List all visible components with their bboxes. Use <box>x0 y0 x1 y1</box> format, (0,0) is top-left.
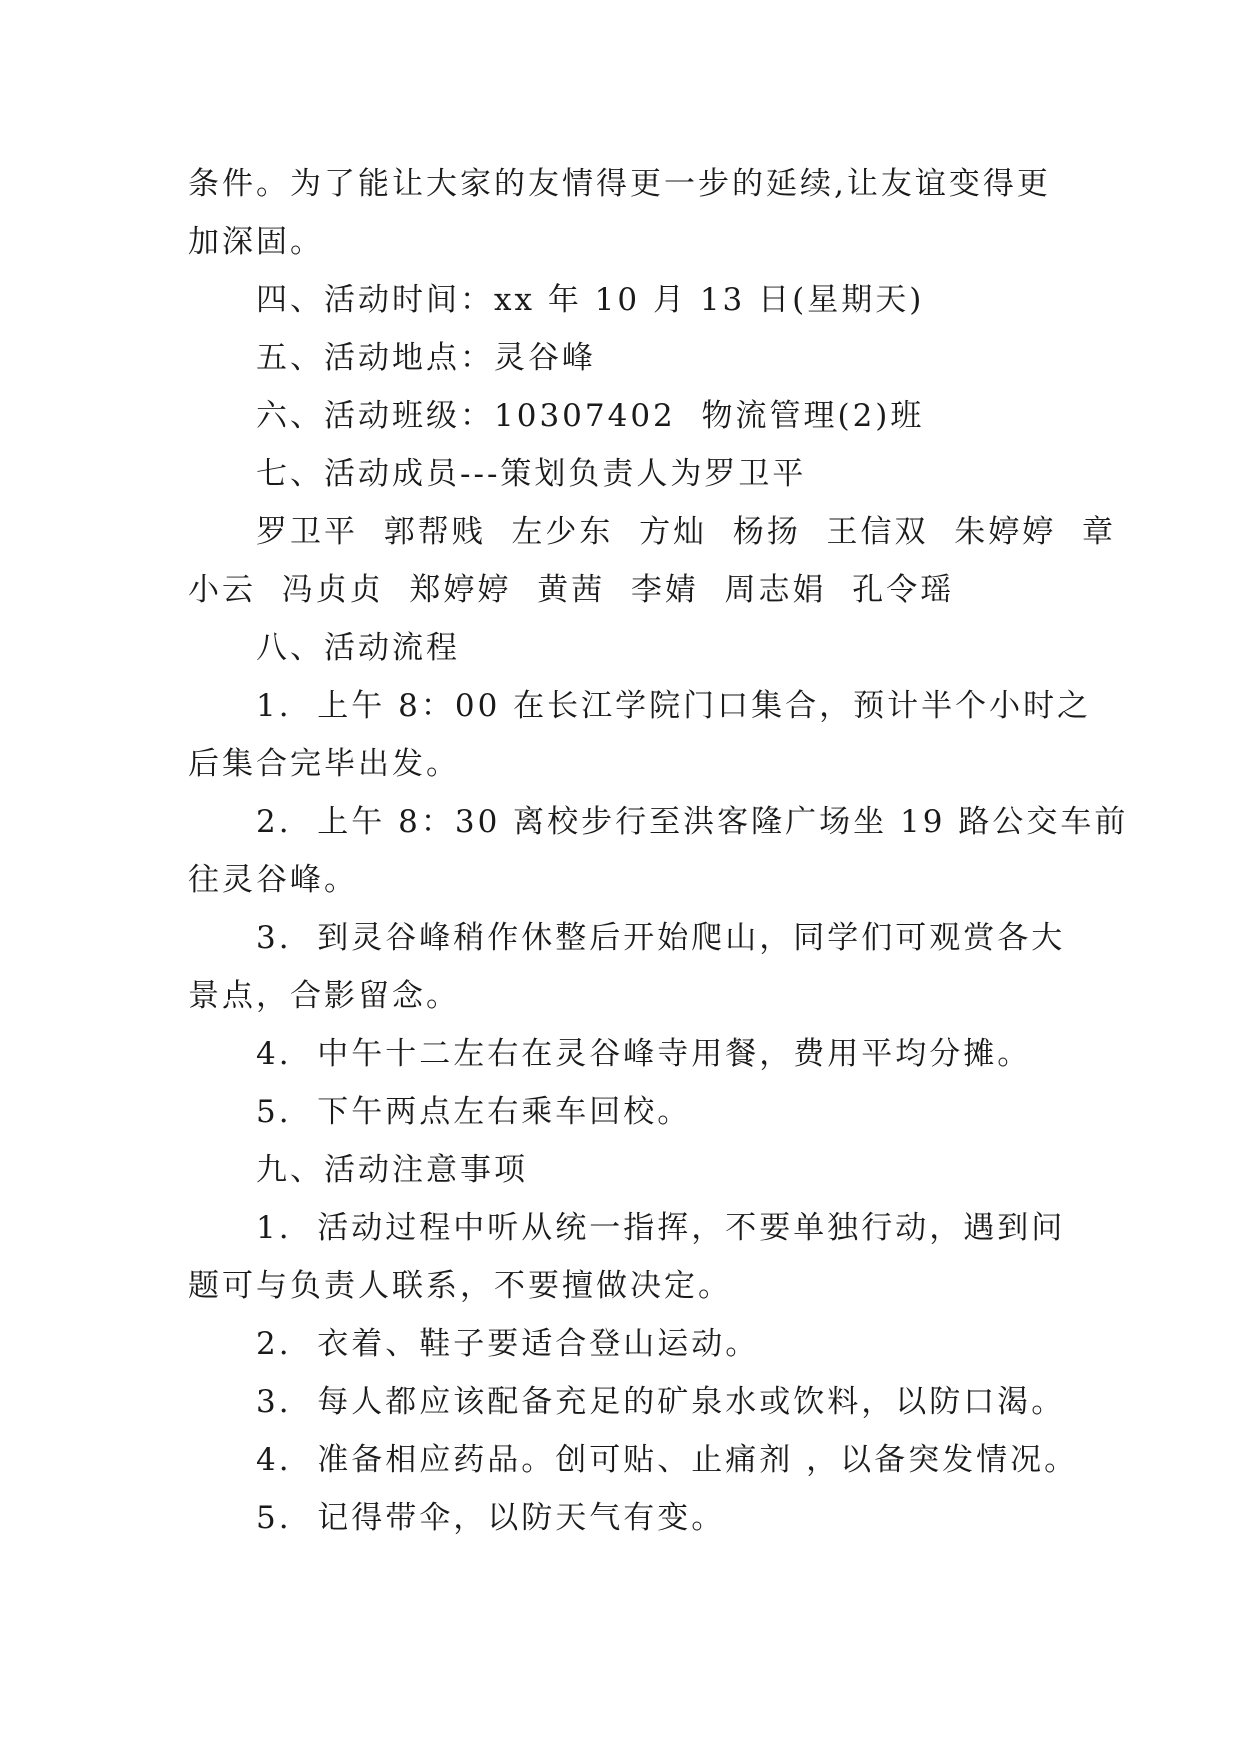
list-item: 2. 上午 8：30 离校步行至洪客隆广场坐 19 路公交车前 <box>256 804 1129 840</box>
text-line: 小云 冯贞贞 郑婷婷 黄茜 李婧 周志娟 孔令瑶 <box>188 572 955 608</box>
heading-activity-location: 五、活动地点：灵谷峰 <box>256 340 596 376</box>
list-item: 1. 活动过程中听从统一指挥，不要单独行动，遇到问 <box>256 1210 1066 1246</box>
text-line: 景点，合影留念。 <box>188 978 460 1014</box>
heading-activity-class: 六、活动班级：10307402 物流管理(2)班 <box>256 398 925 434</box>
list-item: 5. 下午两点左右乘车回校。 <box>256 1094 692 1130</box>
list-item: 1. 上午 8：00 在长江学院门口集合，预计半个小时之 <box>256 688 1092 724</box>
list-item: 5. 记得带伞，以防天气有变。 <box>256 1500 726 1536</box>
list-item: 4. 中午十二左右在灵谷峰寺用餐，费用平均分摊。 <box>256 1036 1032 1072</box>
heading-activity-process: 八、活动流程 <box>256 630 460 666</box>
text-line: 条件。为了能让大家的友情得更一步的延续,让友谊变得更 <box>188 166 1051 202</box>
list-item: 3. 每人都应该配备充足的矿泉水或饮料，以防口渴。 <box>256 1384 1066 1420</box>
text-line: 罗卫平 郭帮贱 左少东 方灿 杨扬 王信双 朱婷婷 章 <box>256 514 1116 550</box>
list-item: 2. 衣着、鞋子要适合登山运动。 <box>256 1326 760 1362</box>
text-line: 题可与负责人联系，不要擅做决定。 <box>188 1268 732 1304</box>
text-line: 后集合完毕出发。 <box>188 746 460 782</box>
list-item: 4. 准备相应药品。创可贴、止痛剂 ，以备突发情况。 <box>256 1442 1079 1478</box>
list-item: 3. 到灵谷峰稍作休整后开始爬山，同学们可观赏各大 <box>256 920 1066 956</box>
heading-activity-members: 七、活动成员---策划负责人为罗卫平 <box>256 456 807 492</box>
text-line: 往灵谷峰。 <box>188 862 358 898</box>
text-line: 加深固。 <box>188 224 324 260</box>
heading-activity-notes: 九、活动注意事项 <box>256 1152 528 1188</box>
heading-activity-time: 四、活动时间：xx 年 10 月 13 日(星期天) <box>256 282 925 318</box>
